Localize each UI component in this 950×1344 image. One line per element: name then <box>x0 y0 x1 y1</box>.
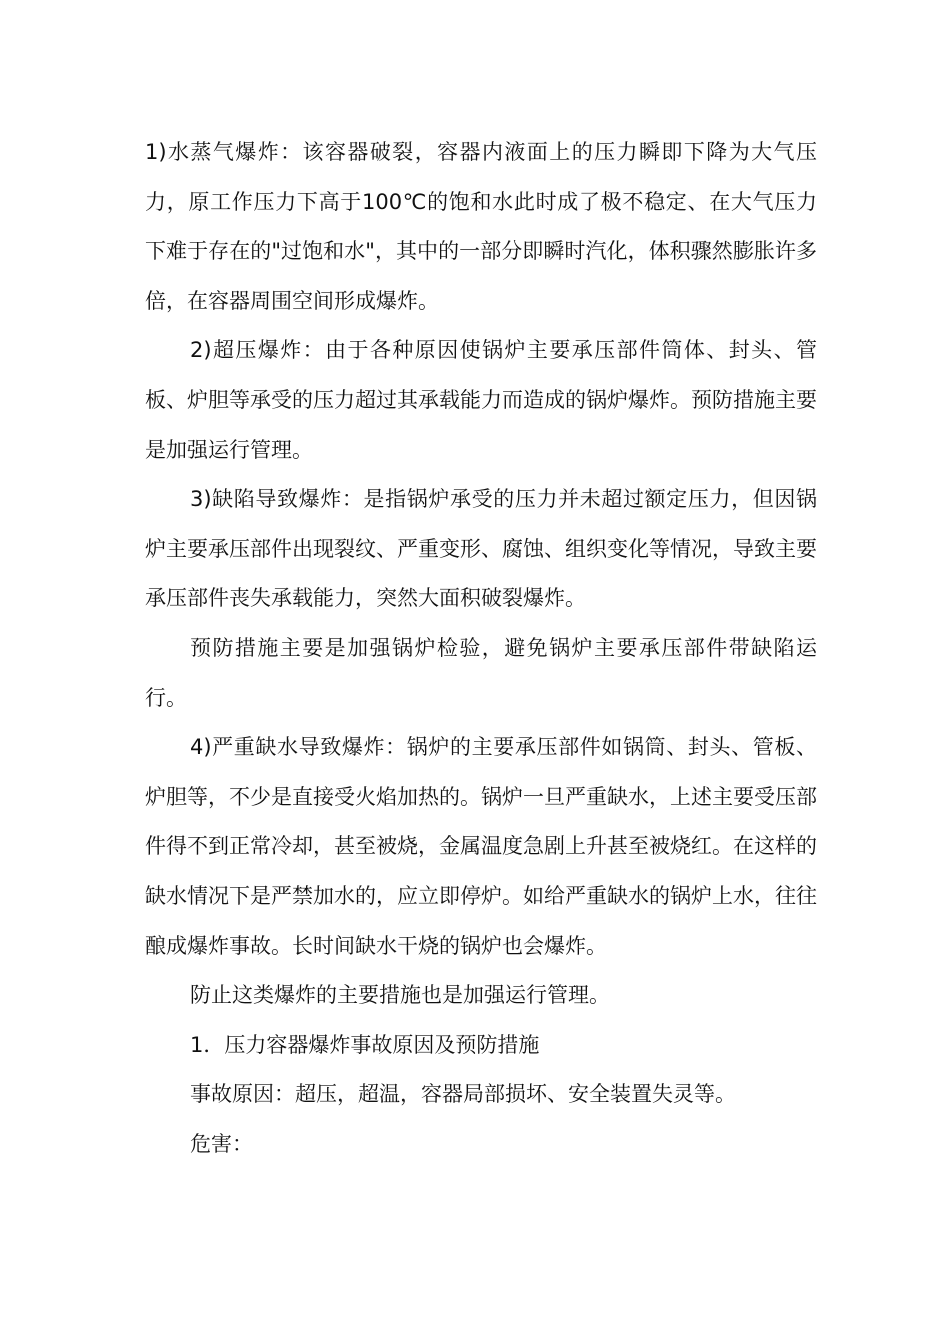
document-body <box>145 128 817 1169</box>
paragraph-hazards-label: 危害： <box>190 1131 253 1156</box>
paragraph-water-shortage-explosion: 4)严重缺水导致爆炸：锅炉的主要承压部件如锅筒、封头、管板、炉胆等，不少是直接受火焰加热的。锅炉一旦严重缺水，上述主要受压部件得不到正常冷却，甚至被烧，金属温度急剧上升甚至被烧红。在这样的缺水情况下是严禁加水的，应立即停炉。如给严重缺水的锅炉上水，往往酿成爆炸事故。长时间缺水干烧的锅炉也会爆炸。 <box>145 735 817 958</box>
paragraph-steam-explosion: 1)水蒸气爆炸：该容器破裂，容器内液面上的压力瞬即下降为大气压力，原工作压力下高于100℃的饱和水此时成了极不稳定、在大气压力下难于存在的"过饱和水"，其中的一部分即瞬时汽化，体积骤然膨胀许多倍，在容器周围空间形成爆炸。 <box>145 140 817 313</box>
paragraph-prevention-summary: 防止这类爆炸的主要措施也是加强运行管理。 <box>190 983 610 1008</box>
paragraph-accident-causes: 事故原因：超压，超温，容器局部损坏、安全装置失灵等。 <box>190 1082 736 1107</box>
paragraph-defect-explosion: 3)缺陷导致爆炸：是指锅炉承受的压力并未超过额定压力，但因锅炉主要承压部件出现裂纹、严重变形、腐蚀、组织变化等情况，导致主要承压部件丧失承载能力，突然大面积破裂爆炸。 <box>145 487 817 611</box>
paragraph-defect-prevention: 预防措施主要是加强锅炉检验，避免锅炉主要承压部件带缺陷运行。 <box>145 635 817 710</box>
paragraph-overpressure-explosion: 2)超压爆炸：由于各种原因使锅炉主要承压部件筒体、封头、管板、炉胆等承受的压力超过其承载能力而造成的锅炉爆炸。预防措施主要是加强运行管理。 <box>145 338 817 462</box>
section-heading-pressure-vessel: 1．压力容器爆炸事故原因及预防措施 <box>190 1032 540 1057</box>
